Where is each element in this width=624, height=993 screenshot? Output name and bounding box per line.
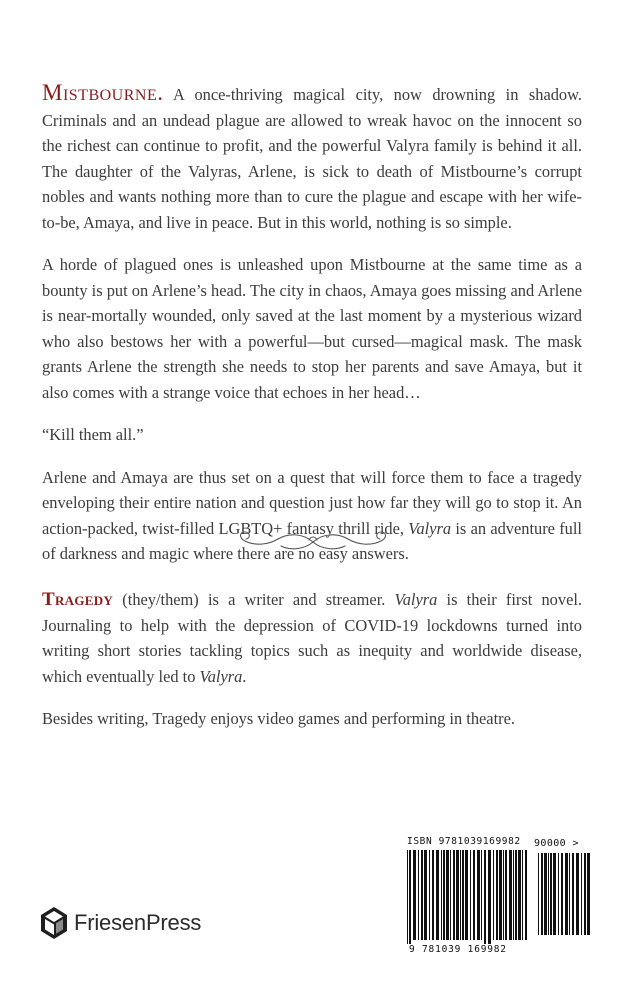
barcode-bar bbox=[453, 850, 455, 940]
barcode-bar bbox=[538, 853, 539, 935]
friesenpress-mark-icon bbox=[40, 906, 68, 940]
barcode-bar bbox=[473, 850, 475, 940]
barcode-bar bbox=[407, 850, 408, 950]
barcode-bar bbox=[509, 850, 512, 940]
barcode-bar bbox=[499, 850, 502, 940]
isbn-barcode bbox=[403, 834, 595, 956]
publisher-name: FriesenPress bbox=[74, 910, 202, 935]
barcode-bar bbox=[550, 853, 552, 935]
barcode-bar bbox=[558, 853, 559, 935]
barcode-bar bbox=[413, 850, 416, 940]
barcode-bar bbox=[576, 853, 579, 935]
barcode-bar bbox=[446, 850, 449, 940]
barcode-bar bbox=[409, 850, 411, 950]
price-code: 90000 > bbox=[534, 838, 579, 849]
ean-digits: 9 781039 169982 bbox=[409, 944, 507, 955]
barcode-bar bbox=[513, 850, 514, 940]
barcode-bar bbox=[484, 850, 486, 950]
barcode-bar bbox=[544, 853, 547, 935]
isbn-label: ISBN 9781039169982 bbox=[407, 836, 521, 847]
blurb-paragraph-2: A horde of plagued ones is unleashed upon Mistbourne at the same time as a bounty is put on Arlene’s head. The city in chaos, Amaya goes missing and Arlene is near-mortally wounded, only saved at the last moment by a mysterious wizard who also bestows her with a powerful—but cursed—magical mask. The mask grants Arlene the strength she needs to stop her parents and save Amaya, but it also comes with a strange voice that echoes in her head… bbox=[42, 255, 582, 402]
barcode-bar bbox=[460, 850, 461, 940]
ean-barcode-bars bbox=[407, 850, 531, 950]
barcode-bar bbox=[441, 850, 442, 940]
barcode-bar bbox=[465, 850, 468, 940]
barcode-bar bbox=[548, 853, 549, 935]
blurb-paragraph-4: Arlene and Amaya are thus set on a quest that will force them to face a tragedy enveloping their entire nation and question just how far they will go to stop it. An action-packed, twist-filled LGBTQ+ fantasy thrill ride, Valyra is an adventure full of darkness and magic where there are no easy answers. bbox=[42, 467, 582, 563]
barcode-bar bbox=[518, 850, 521, 940]
barcode-bar bbox=[421, 850, 423, 940]
barcode-bar bbox=[488, 850, 491, 950]
barcode-bar bbox=[503, 850, 504, 940]
barcode-bar bbox=[584, 853, 586, 935]
barcode-bar bbox=[522, 850, 523, 940]
barcode-bar bbox=[456, 850, 459, 940]
barcode-bar bbox=[553, 853, 556, 935]
author-name: Tragedy bbox=[42, 589, 114, 610]
ornamental-divider-icon bbox=[233, 527, 393, 557]
barcode-bar bbox=[541, 853, 543, 935]
barcode-bar bbox=[432, 850, 434, 940]
blurb-section bbox=[42, 80, 582, 584]
barcode-bar bbox=[450, 850, 451, 940]
author-bio-paragraph-1: Tragedy (they/them) is a writer and streamer. Valyra is their first novel. Journaling to help with the depression of COVID-19 lockdowns turned into writing short stories tackling topics such as inequity and worldwide disease, which eventually led to Valyra. bbox=[42, 589, 582, 686]
barcode-bar bbox=[424, 850, 427, 940]
city-name-lead-in: Mistbourne. bbox=[42, 80, 164, 105]
barcode-bar bbox=[496, 850, 498, 940]
barcode-bar bbox=[561, 853, 563, 935]
barcode-bar bbox=[569, 853, 570, 935]
author-bio-paragraph-2: Besides writing, Tragedy enjoys video games and performing in theatre. bbox=[42, 709, 515, 728]
barcode-bar bbox=[565, 853, 568, 935]
barcode-bar bbox=[436, 850, 439, 940]
blurb-quote: “Kill them all.” bbox=[42, 425, 144, 444]
addon-barcode-bars bbox=[538, 853, 592, 945]
barcode-bar bbox=[470, 850, 471, 940]
barcode-bar bbox=[462, 850, 464, 940]
barcode-bar bbox=[493, 850, 494, 940]
publisher-logo bbox=[40, 906, 201, 940]
barcode-bar bbox=[429, 850, 430, 940]
barcode-bar bbox=[525, 850, 527, 940]
barcode-bar bbox=[581, 853, 582, 935]
barcode-bar bbox=[443, 850, 445, 940]
barcode-bar bbox=[418, 850, 419, 940]
barcode-bar bbox=[477, 850, 480, 940]
author-bio-section bbox=[42, 587, 582, 749]
barcode-bar bbox=[587, 853, 590, 935]
barcode-bar bbox=[505, 850, 507, 940]
blurb-paragraph-1: Mistbourne. A once-thriving magical city, now drowning in shadow. Criminals and an undead plague are allowed to wreak havoc on the innocent so the richest can continue to profit, and the powerful Valyra family is behind it all. The daughter of the Valyras, Arlene, is sick to death of Mistbourne’s corrupt nobles and wants nothing more than to cure the plague and escape with her wife-to-be, Amaya, and live in peace. But in this world, nothing is so simple. bbox=[42, 80, 582, 232]
barcode-bar bbox=[572, 853, 574, 935]
barcode-bar bbox=[481, 850, 482, 940]
barcode-bar bbox=[515, 850, 517, 940]
